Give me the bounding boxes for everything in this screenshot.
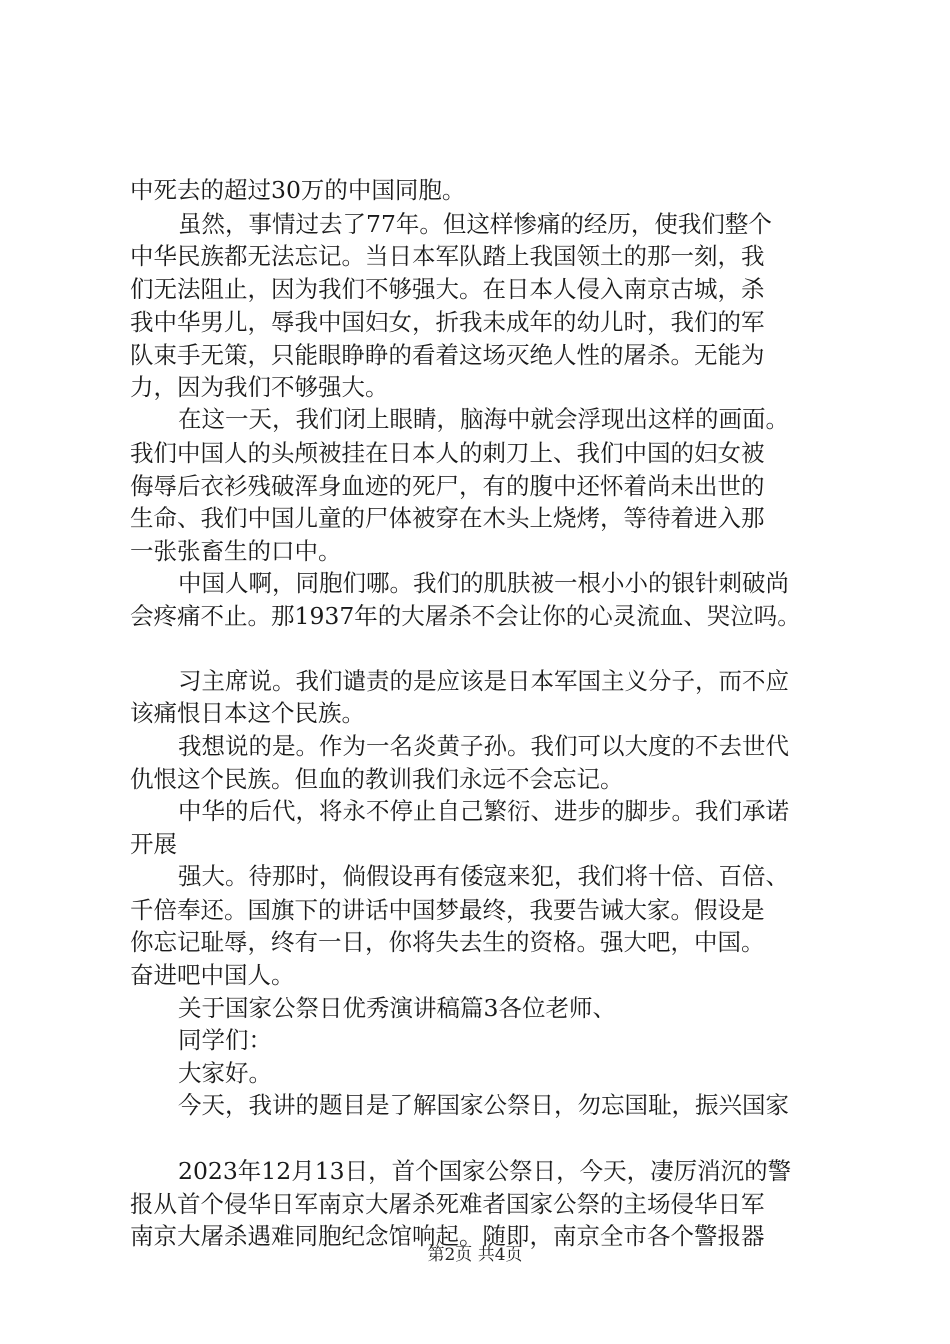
text-line: 关于国家公祭日优秀演讲稿篇3各位老师、 (178, 994, 616, 1022)
text-line: 中死去的超过30万的中国同胞。 (130, 176, 466, 204)
text-line: 开展 (130, 830, 177, 858)
text-line: 你忘记耻辱，终有一日，你将失去生的资格。强大吧，中国。 (130, 928, 765, 956)
text-line: 中华民族都无法忘记。当日本军队踏上我国领土的那一刻，我 (130, 242, 765, 270)
text-line: 中国人啊，同胞们哪。我们的肌肤被一根小小的银针刺破尚 (178, 569, 789, 597)
text-line: 一张张畜生的口中。 (130, 537, 342, 565)
text-line: 们无法阻止，因为我们不够强大。在日本人侵入南京古城，杀 (130, 275, 765, 303)
text-line: 我中华男儿，辱我中国妇女，折我未成年的幼儿时，我们的军 (130, 308, 765, 336)
text-line: 仇恨这个民族。但血的教训我们永远不会忘记。 (130, 765, 624, 793)
text-line: 生命、我们中国儿童的尸体被穿在木头上烧烤，等待着进入那 (130, 504, 765, 532)
page-footer (0, 1244, 950, 1266)
text-line: 会疼痛不止。那1937年的大屠杀不会让你的心灵流血、哭泣吗。 (130, 602, 801, 630)
page-number-label: 第2页 共4页 (427, 1245, 523, 1265)
text-line: 南京大屠杀遇难同胞纪念馆响起。随即，南京全市各个警报器 (130, 1222, 765, 1250)
text-line: 习主席说。我们谴责的是应该是日本军国主义分子，而不应 (178, 667, 789, 695)
text-line: 同学们： (178, 1026, 272, 1054)
text-line: 中华的后代，将永不停止自己繁衍、进步的脚步。我们承诺 (178, 797, 789, 825)
text-line: 该痛恨日本这个民族。 (130, 699, 365, 727)
text-line: 奋进吧中国人。 (130, 961, 295, 989)
text-line: 2023年12月13日，首个国家公祭日，今天，凄厉消沉的警 (178, 1157, 792, 1185)
text-line: 我们中国人的头颅被挂在日本人的刺刀上、我们中国的妇女被 (130, 439, 765, 467)
text-line: 我想说的是。作为一名炎黄子孙。我们可以大度的不去世代 (178, 732, 789, 760)
text-line: 强大。待那时，倘假设再有倭寇来犯，我们将十倍、百倍、 (178, 862, 789, 890)
text-line: 力，因为我们不够强大。 (130, 373, 389, 401)
text-line: 侮辱后衣衫残破浑身血迹的死尸，有的腹中还怀着尚未出世的 (130, 472, 765, 500)
text-line: 今天，我讲的题目是了解国家公祭日，勿忘国耻，振兴国家 (178, 1091, 789, 1119)
text-line: 虽然，事情过去了77年。但这样惨痛的经历，使我们整个 (178, 210, 772, 238)
text-line: 千倍奉还。国旗下的讲话中国梦最终，我要告诫大家。假设是 (130, 896, 765, 924)
text-line: 大家好。 (178, 1059, 272, 1087)
text-line: 队束手无策，只能眼睁睁的看着这场灭绝人性的屠杀。无能为 (130, 341, 765, 369)
text-line: 在这一天，我们闭上眼睛，脑海中就会浮现出这样的画面。 (178, 405, 789, 433)
text-line: 报从首个侵华日军南京大屠杀死难者国家公祭的主场侵华日军 (130, 1190, 765, 1218)
